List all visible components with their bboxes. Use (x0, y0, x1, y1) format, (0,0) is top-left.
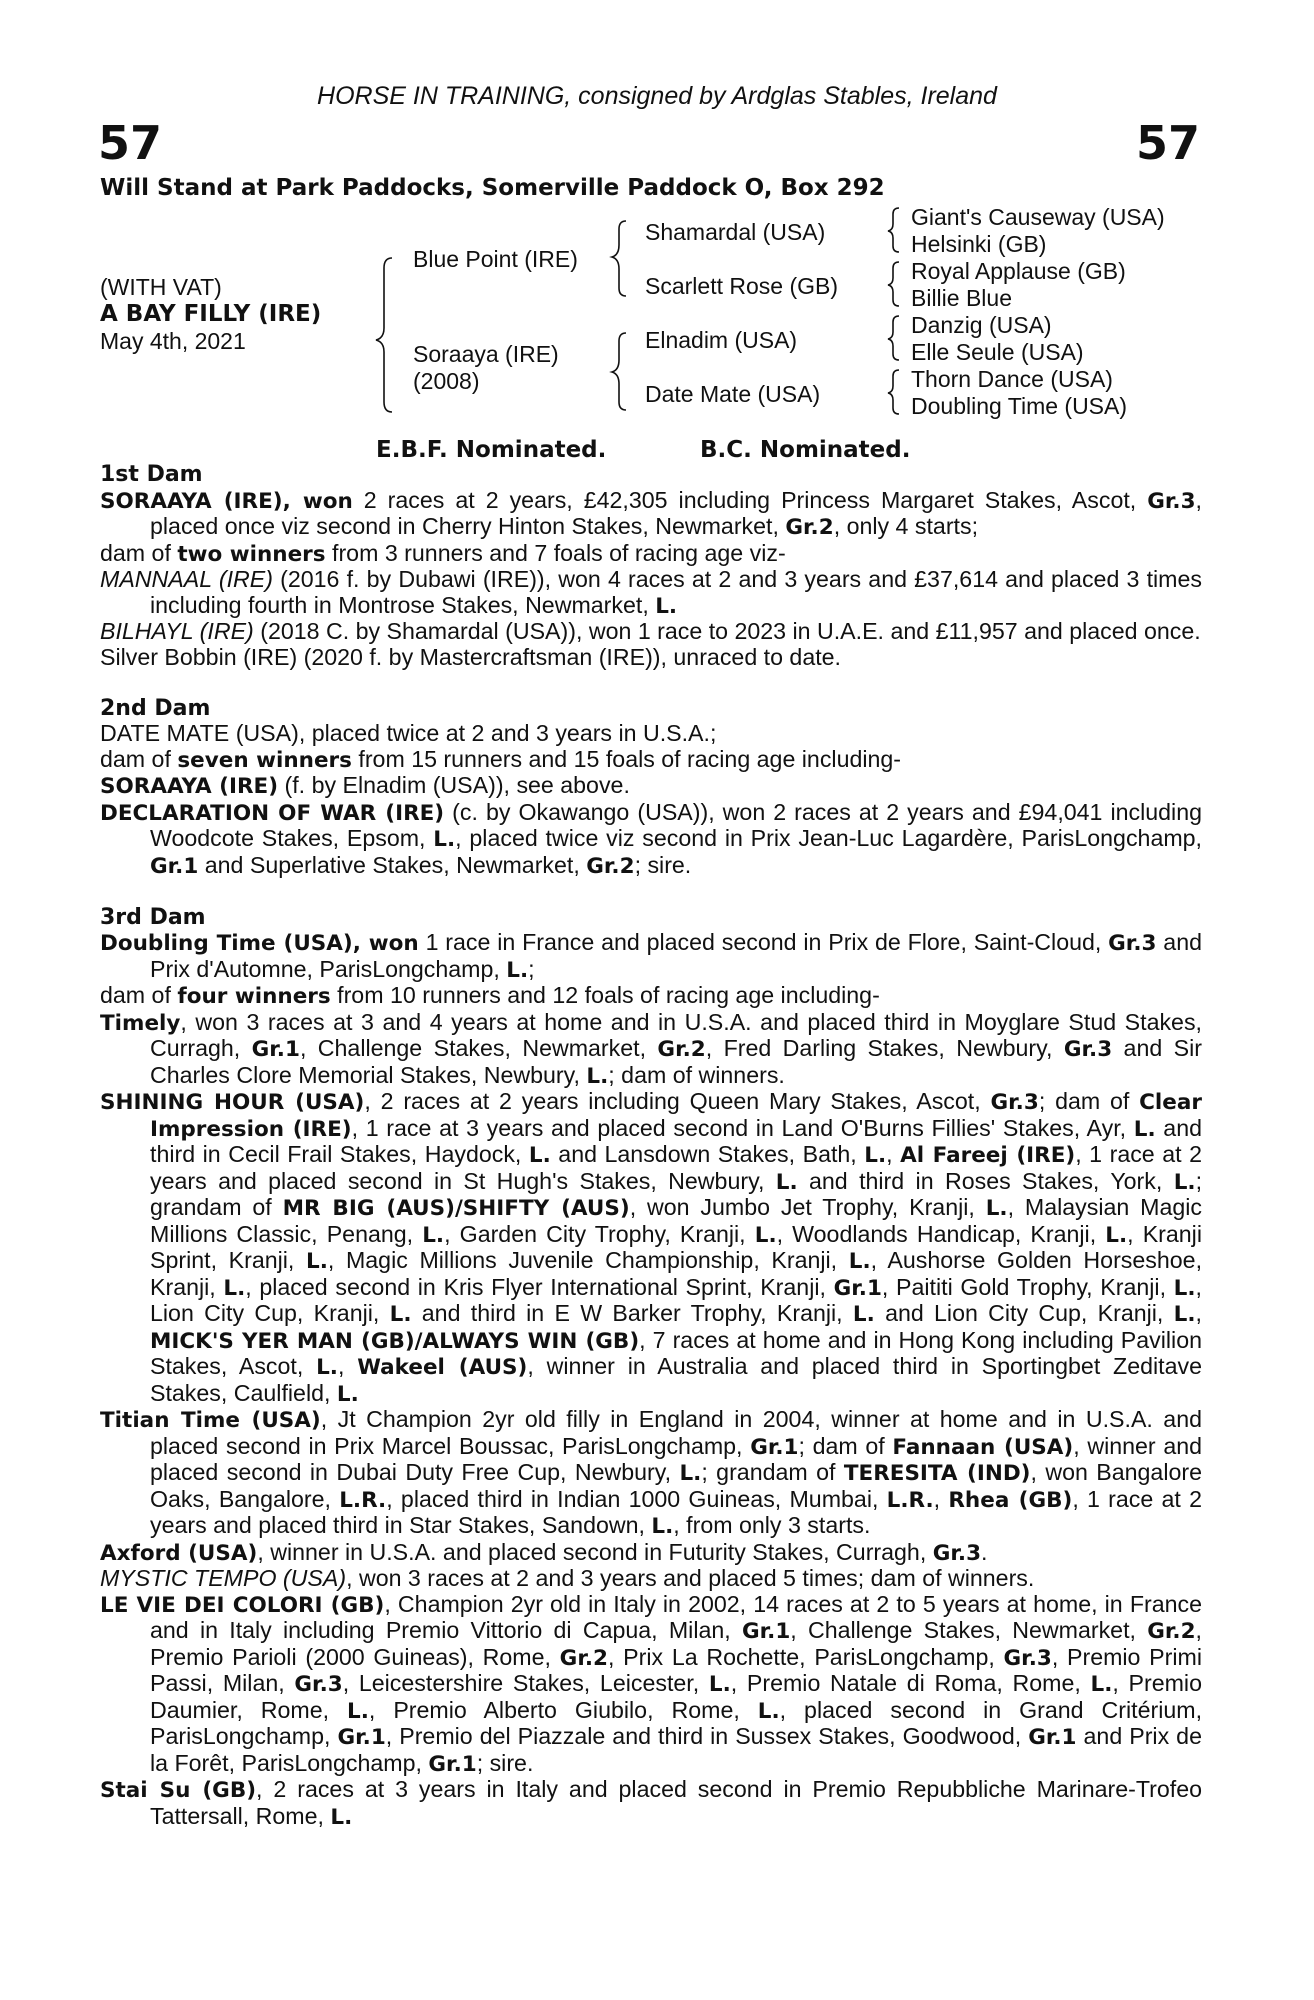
bold-text: L. (775, 1169, 798, 1195)
bold-text: Gr.1 (251, 1037, 300, 1062)
text-run: and third in E W Barker Trophy, Kranji, (411, 1300, 853, 1326)
produce-stai-su (100, 1777, 1202, 1830)
text-run: , Premio Parioli (2000 Guineas), Rome, (150, 1617, 1202, 1670)
text-run: , from only 3 starts. (673, 1512, 871, 1538)
text-run: (2016 f. by Dubawi (IRE)), won 4 races at 2 and 3 years and £37,614 and placed 3 times including fourth in Montrose Stakes, Newmarket, (150, 566, 1202, 618)
text-run: , Premio Natale di Roma, Rome, (730, 1670, 1091, 1696)
text-run: , 2 races at 3 years in Italy and placed second in Premio Repubbliche Marinare-Trofeo Tattersall, Rome, (150, 1776, 1202, 1829)
bold-text: L. (754, 1222, 777, 1248)
text-run: , only 4 starts; (833, 513, 979, 539)
first-dam-produce-intro (100, 541, 1202, 568)
bold-text: L. (1173, 1302, 1196, 1327)
ped-dds: Thorn Dance (USA) (911, 366, 1113, 392)
bold-text: L. (389, 1302, 412, 1327)
bracket-ds (888, 316, 899, 360)
bold-text: four winners (177, 984, 331, 1009)
bold-text: L. (330, 1804, 353, 1830)
text-run: (2018 C. by Shamardal (USA)), won 1 race to 2023 in U.A.E. and £11,957 and placed once. (253, 618, 1201, 644)
bold-text: Gr.3 (1147, 488, 1196, 514)
bold-text: L.R. (339, 1487, 387, 1513)
bold-text: L. (347, 1698, 369, 1724)
bold-text: L. (1173, 1169, 1196, 1195)
text-run: , placed second in Grand Critérium, ParisLongchamp, (150, 1696, 1203, 1749)
third-dam-summary (100, 930, 1202, 983)
text-run: , 1 race at 3 years and placed second in Land O'Burns Fillies' Stakes, Ayr, (351, 1114, 1134, 1141)
bold-text: L. (679, 1461, 702, 1486)
bracket-main (376, 258, 392, 412)
lot-number-right: 57 (1135, 116, 1200, 170)
bold-text: L. (848, 1249, 871, 1274)
text-run: , Woodlands Handicap, Kranji, (776, 1220, 1106, 1247)
text-run: , 2 races at 2 years including Queen Mary Stakes, Ascot, (364, 1088, 991, 1114)
text-run: , (933, 1485, 949, 1512)
text-run: , Jt Champion 2yr old filly in England in 2004, winner at home and in U.S.A. and placed second in Prix Marcel Boussac, ParisLongchamp, (150, 1406, 1202, 1459)
text-run: , 1 race at 2 years and placed third in Star Stakes, Sandown, (150, 1485, 1203, 1538)
text-run: ; grandam of (701, 1459, 844, 1485)
text-run: DATE MATE (USA), placed twice at 2 and 3 years in U.S.A.; (100, 720, 717, 746)
produce-axford (100, 1540, 1202, 1567)
text-run: , Kranji Sprint, Kranji, (150, 1220, 1202, 1273)
bold-text: L. (1173, 1275, 1196, 1301)
bold-text: L. (1133, 1116, 1156, 1142)
text-run: , winner and placed second in Dubai Duty Free Cup, Newbury, (150, 1432, 1203, 1485)
text-run: , Premio Daumier, Rome, (150, 1670, 1202, 1723)
bold-text: Gr.3 (1108, 931, 1157, 956)
text-run: , placed second in Kris Flyer International Sprint, Kranji, (245, 1273, 834, 1300)
text-run: ; grandam of (150, 1167, 1203, 1220)
italic-text: MYSTIC TEMPO (USA) (100, 1565, 347, 1591)
bold-text: L. (708, 1672, 731, 1697)
bold-text: L. (306, 1249, 328, 1274)
text-run: , Leicestershire Stakes, Leicester, (342, 1670, 709, 1696)
bold-text: MICK'S YER MAN (GB)/ALWAYS WIN (GB) (150, 1328, 640, 1354)
bold-text: LE VIE DEI COLORI (GB) (100, 1592, 385, 1618)
text-run: ; dam of (798, 1432, 893, 1459)
stabling-line: Will Stand at Park Paddocks, Somerville Paddock O, Box 292 (100, 175, 885, 201)
bold-text: SORAAYA (IRE), won (100, 488, 353, 514)
text-run: ; dam of winners. (608, 1061, 785, 1088)
bold-text: L. (757, 1698, 780, 1724)
second-dam-produce-intro (100, 747, 1202, 774)
bold-text: Gr.1 (750, 1434, 799, 1460)
text-run: , Premio Alberto Giubilo, Rome, (368, 1696, 758, 1723)
produce-timely (100, 1010, 1202, 1090)
bold-text: L. (1090, 1672, 1113, 1697)
bold-text: L. (223, 1275, 246, 1301)
text-run: Silver Bobbin (IRE) (2020 f. by Mastercraftsman (IRE)), unraced to date. (100, 643, 842, 670)
bold-text: Gr.3 (1003, 1645, 1052, 1671)
dam-year: (2008) (413, 368, 480, 394)
bold-text: SHINING HOUR (USA) (100, 1090, 365, 1115)
bold-text: two winners (177, 541, 326, 567)
ped-ddd: Doubling Time (USA) (911, 393, 1128, 419)
second-dam-summary (100, 721, 1202, 747)
bold-text: Axford (USA) (100, 1540, 258, 1566)
bold-text: Gr.1 (428, 1751, 477, 1777)
sire-sire: Shamardal (USA) (645, 219, 826, 245)
bold-text: Gr.1 (833, 1275, 882, 1301)
bold-text: Rhea (GB) (948, 1487, 1073, 1513)
bold-text: Fannaan (USA) (892, 1434, 1074, 1460)
text-run: and third in Cecil Frail Stakes, Haydock, (150, 1114, 1202, 1167)
produce-silver-bobbin (100, 645, 1202, 671)
bold-text: L. (864, 1143, 887, 1168)
text-run: 1 race in France and placed second in Prix de Flore, Saint-Cloud, (418, 929, 1109, 955)
produce-titian-time (100, 1407, 1202, 1540)
bold-text: L. (336, 1381, 359, 1407)
ped-sdd: Billie Blue (911, 285, 1012, 311)
ped-sss: Giant's Causeway (USA) (911, 204, 1165, 230)
bold-text: Gr.1 (741, 1619, 791, 1644)
text-run: , Prix La Rochette, ParisLongchamp, (607, 1643, 1004, 1670)
bold-text: Gr.2 (1147, 1619, 1196, 1644)
produce-bilhayl (100, 619, 1202, 645)
text-run: , 7 races at home and in Hong Kong including Pavilion Stakes, Ascot, (150, 1326, 1202, 1379)
bold-text: L. (422, 1222, 445, 1248)
text-run: , won 3 races at 3 and 4 years at home and in U.S.A. and placed third in Moyglare Stud Stakes, Curragh, (150, 1008, 1202, 1061)
bold-text: L. (651, 1514, 674, 1539)
first-dam-heading: 1st Dam (100, 462, 203, 487)
text-run: , won Jumbo Jet Trophy, Kranji, (629, 1194, 986, 1220)
produce-le-vie-dei-colori (100, 1592, 1202, 1778)
text-run: , (886, 1141, 901, 1167)
ped-sds: Royal Applause (GB) (911, 258, 1126, 284)
lot-number-left: 57 (98, 116, 163, 170)
produce-mannaal (100, 567, 1202, 619)
text-run: from 10 runners and 12 foals of racing age including- (330, 982, 880, 1008)
text-run: and Prix d'Automne, ParisLongchamp, (150, 929, 1202, 982)
text-run: from 3 runners and 7 foals of racing age viz- (325, 539, 786, 566)
bold-text: Doubling Time (USA), won (100, 931, 419, 956)
horse-dob: May 4th, 2021 (100, 328, 246, 354)
horse-name: A BAY FILLY (IRE) (100, 301, 322, 327)
text-run: , Garden City Trophy, Kranji, (444, 1220, 755, 1247)
bold-text: Stai Su (GB) (100, 1778, 257, 1803)
bold-text: Gr.1 (1028, 1725, 1077, 1750)
produce-soraaya (100, 773, 1202, 800)
bold-text: Gr.1 (150, 853, 199, 879)
bold-text: Gr.2 (559, 1645, 608, 1671)
dam-dam: Date Mate (USA) (645, 381, 821, 407)
dam-record (100, 462, 1202, 1830)
bold-text: Gr.3 (294, 1672, 343, 1697)
bold-text: Gr.2 (657, 1037, 706, 1062)
text-run: , Challenge Stakes, Newmarket, (790, 1617, 1148, 1643)
ped-ssd: Helsinki (GB) (911, 231, 1047, 257)
bold-text: L. (433, 827, 456, 852)
text-run: and Superlative Stakes, Newmarket, (198, 851, 587, 878)
bold-text: TERESITA (IND) (843, 1461, 1031, 1486)
bc-nominated: B.C. Nominated. (700, 437, 911, 463)
text-run: , (1195, 1300, 1202, 1326)
text-run: and Lion City Cup, Kranji, (874, 1300, 1174, 1326)
text-run: (f. by Elnadim (USA)), see above. (278, 772, 630, 798)
text-run: , Premio del Piazzale and third in Sussex Stakes, Goodwood, (385, 1723, 1029, 1749)
text-run: , winner in U.S.A. and placed second in Futurity Stakes, Curragh, (257, 1538, 933, 1565)
bold-text: L. (586, 1063, 609, 1089)
second-dam-heading: 2nd Dam (100, 695, 211, 721)
text-run: , won Bangalore Oaks, Bangalore, (150, 1459, 1202, 1512)
third-dam-produce-intro (100, 983, 1202, 1010)
text-run: , Paititi Gold Trophy, Kranji, (881, 1273, 1174, 1300)
text-run: , Fred Darling Stakes, Newbury, (705, 1035, 1064, 1061)
bold-text: DECLARATION OF WAR (IRE) (100, 800, 445, 826)
text-run: and Prix de la Forêt, ParisLongchamp, (150, 1723, 1202, 1776)
text-run: , placed once viz second in Cherry Hinton Stakes, Newmarket, (150, 486, 1202, 539)
bold-text: Gr.1 (337, 1725, 386, 1750)
bold-text: SORAAYA (IRE) (100, 774, 279, 799)
text-run: , winner in Australia and placed third in Sportingbet Zeditave Stakes, Caulfield, (150, 1353, 1202, 1406)
bold-text: L. (316, 1355, 338, 1380)
text-run: , (337, 1353, 358, 1379)
text-run: dam of (100, 745, 178, 772)
bracket-dam (612, 333, 626, 410)
text-run: ; dam of (1038, 1088, 1140, 1114)
bold-text: Wakeel (AUS) (357, 1355, 528, 1380)
bold-text: L. (1105, 1222, 1128, 1248)
ped-dsd: Elle Seule (USA) (911, 339, 1084, 365)
text-run: . (981, 1538, 988, 1565)
text-run: (c. by Okawango (USA)), won 2 races at 2 years and £94,041 including Woodcote Stakes, Epsom, (150, 798, 1203, 851)
bold-text: Titian Time (USA) (100, 1408, 321, 1433)
bold-text: Gr.3 (932, 1540, 982, 1566)
bold-text: Gr.3 (1063, 1037, 1113, 1062)
italic-text: MANNAAL (IRE) (100, 566, 273, 592)
bold-text: Al Fareej (IRE) (900, 1143, 1076, 1168)
text-run: , placed twice viz second in Prix Jean-Luc Lagardère, ParisLongchamp, (455, 825, 1202, 851)
text-run: ; (528, 955, 535, 982)
text-run: ; sire. (476, 1749, 534, 1776)
bracket-sd (888, 262, 899, 306)
bold-text: Gr.2 (785, 515, 834, 540)
bold-text: Gr.2 (586, 853, 635, 879)
bold-text: L. (852, 1302, 875, 1327)
text-run: from 15 runners and 15 foals of racing age including- (351, 745, 902, 772)
text-run: 2 races at 2 years, £42,305 including Princess Margaret Stakes, Ascot, (352, 486, 1148, 513)
text-run: and Sir Charles Clore Memorial Stakes, Newbury, (150, 1035, 1202, 1088)
text-run: , Challenge Stakes, Newmarket, (299, 1035, 658, 1061)
sire-name: Blue Point (IRE) (413, 246, 578, 272)
bold-text: L. (655, 593, 678, 619)
text-run: dam of (100, 539, 178, 566)
bold-text: Gr.3 (990, 1090, 1039, 1115)
text-run: , Lion City Cup, Kranji, (150, 1273, 1202, 1326)
produce-declaration-of-war (100, 800, 1202, 880)
text-run: ; sire. (634, 851, 692, 878)
text-run: , Magic Millions Juvenile Championship, Kranji, (327, 1247, 849, 1273)
dam-name: Soraaya (IRE) (413, 341, 559, 367)
text-run: , Malaysian Magic Millions Classic, Penang, (150, 1194, 1202, 1247)
bold-text: L. (985, 1196, 1008, 1221)
text-run: and Lansdown Stakes, Bath, (550, 1141, 865, 1167)
text-run: , 1 race at 2 years and placed second in St Hugh's Stakes, Newbury, (150, 1141, 1202, 1194)
text-run: , Aushorse Golden Horseshoe, Kranji, (150, 1247, 1203, 1300)
text-run: , Premio Primi Passi, Milan, (150, 1643, 1202, 1696)
bold-text: L. (528, 1143, 551, 1168)
italic-text: BILHAYL (IRE) (100, 618, 254, 644)
bold-text: seven winners (177, 747, 352, 773)
text-run: and third in Roses Stakes, York, (797, 1167, 1174, 1194)
bracket-ss (888, 208, 899, 252)
sire-dam: Scarlett Rose (GB) (645, 273, 838, 299)
bold-text: Timely (100, 1010, 181, 1036)
text-run: dam of (100, 982, 178, 1008)
first-dam-summary (100, 488, 1202, 541)
third-dam-heading: 3rd Dam (100, 904, 206, 930)
bracket-sire (612, 221, 626, 296)
bold-text: Clear Impression (IRE) (150, 1090, 1202, 1142)
bold-text: MR BIG (AUS)/SHIFTY (AUS) (282, 1196, 630, 1221)
produce-mystic-tempo (100, 1566, 1202, 1592)
text-run: , Champion 2yr old in Italy in 2002, 14 races at 2 to 5 years at home, in France and in Italy including Premio Vittorio di Capua, Milan, (150, 1590, 1202, 1643)
ped-dss: Danzig (USA) (911, 312, 1052, 338)
dam-sire: Elnadim (USA) (645, 327, 798, 353)
produce-shining-hour (100, 1089, 1202, 1407)
bold-text: L. (506, 957, 529, 983)
bold-text: L.R. (886, 1487, 934, 1513)
ebf-nominated: E.B.F. Nominated. (376, 437, 607, 463)
page-header: HORSE IN TRAINING, consigned by Ardglas Stables, Ireland (317, 82, 997, 110)
text-run: , placed third in Indian 1000 Guineas, Mumbai, (386, 1485, 887, 1512)
text-run: , won 3 races at 2 and 3 years and placed 5 times; dam of winners. (346, 1565, 1035, 1591)
vat-note: (WITH VAT) (100, 274, 222, 300)
bracket-dd (888, 370, 899, 414)
